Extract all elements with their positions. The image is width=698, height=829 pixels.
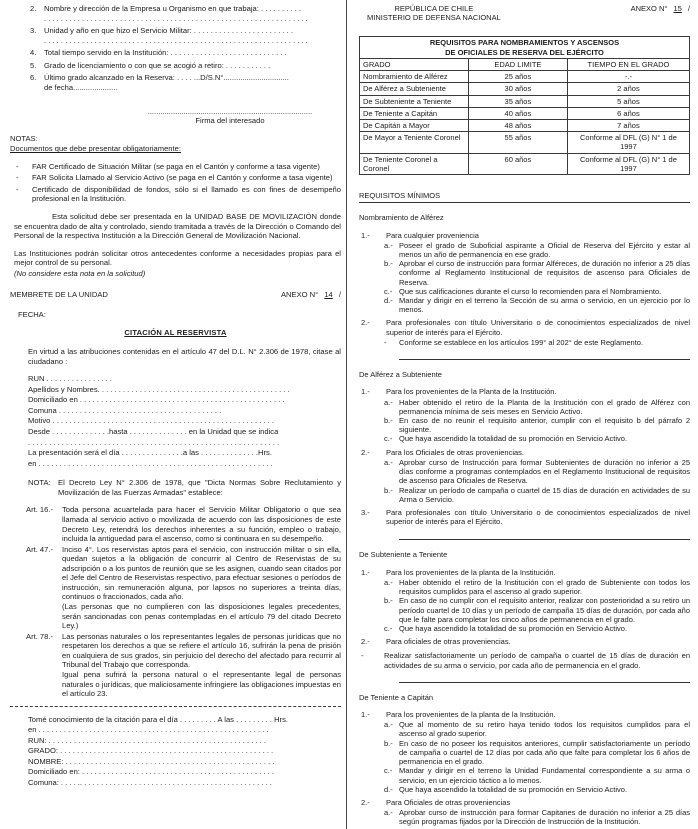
table-title	[360, 37, 690, 58]
table-cell: 2 años	[567, 83, 689, 95]
item-gap	[359, 670, 690, 674]
document-item	[14, 162, 341, 172]
ack-line: Comuna: . . . . .. . . . . . . . . . . . . . . . . . . . . . . . . . . . . . . . . . . . . . . . . . . . . .	[28, 778, 272, 787]
anexo-14-suffix: /	[338, 290, 341, 300]
form-item-line: de fecha.....................	[44, 82, 118, 92]
requirement-item	[359, 508, 690, 526]
requirement-subitem-text: Que haya ascendido la totalidad de su promoción en Servicio Activo.	[399, 784, 628, 794]
requirement-subitem-label: c.-	[384, 766, 393, 776]
citacion-line: Apellidos y Nombres. . . . . . . . . . . . . . . . . . . . . . . . . . . . . . . . . . . . . . . . . . . . . .	[28, 384, 290, 394]
right-header	[359, 4, 690, 22]
form-item-line: Unidad y año en que hizo el Servicio Militar: . . . . . . . . . . . . . . . . . . . . . . . .	[44, 26, 294, 36]
requirement-item-text: Realizar satisfactoriamente un período de campaña o cuartel de 15 días de duración en actividades de su arma o servicio, por cada año de permanencia en el grado.	[384, 651, 690, 670]
item-gap	[359, 527, 690, 531]
anexo-15-label: ANEXO N°	[630, 4, 668, 13]
article-paragraph: Inciso 4°. Los reservistas aptos para el servicio, con instrucción militar o sin ella, quedan sujetos a la obligación de concurrir al Centro de Reservistas de su adscripción o a los puntos de reunión que se les asignen, cuando sean citados por el Jefe del Centro de Reservistas respectivo, para efectuar sesiones o períodos de instrucción, sin remuneración alguna, por lapsos no superiores a treinta días, continuos o fraccionados, cada año.	[62, 544, 341, 602]
anexo-15	[631, 4, 690, 13]
requirement-subitem-text: Haber obtenido el retiro de la Planta de la Institución con el grado de Alférez con permanencia mínima de seis meses en Servicio Activo.	[399, 397, 690, 416]
requirement-subitem	[384, 398, 690, 416]
paragraph-solicitud: Esta solicitud debe ser presentada en la UNIDAD BASE DE MOVILIZACIÓN donde se encuentra dado de alta y controlado, siendo tramitada a través de la Dirección o Comando del Personal de la respectiva Institución a la Dirección General de Movilización Nacional.	[14, 212, 341, 241]
form-item-line: . . . . . . . . . . . . . . . . . . . . . . . . . . . . . . . . . . . . . . . . . . . . . . . . . . . . . . . . . . . . . . .	[44, 35, 308, 45]
requirement-item-label: 3.-	[361, 507, 370, 517]
form-item-number: 2.	[30, 4, 37, 13]
requirement-subitem	[384, 578, 690, 596]
form-item-lines	[44, 4, 341, 23]
requirement-subitem-text: En caso de no poseer los requisitos anteriores, cumplir satisfactoriamente un período de campaña o cuartel de 12 días por cada año que falte para completar los 6 años de permanencia en el grado.	[399, 738, 690, 767]
citacion-line: Domiciliado en . . . . . . . . . . . . . . . . . . . . . . . . . . . . . . . . . . . . . . . . . . . . . . . . .	[28, 395, 285, 405]
requirement-subitem-label: a.-	[384, 720, 393, 730]
requirement-subitem-text: Aprobar curso de Instrucción para formar Subtenientes de duración no inferior a 25 días conforme a programas contemplados en el Reglamento Institucional de requisitos de ascenso para Oficiales de Reserva.	[399, 457, 690, 486]
requirement-item	[359, 387, 690, 396]
form-item-line: Nombre y dirección de la Empresa u Organismo en que trabaja: . . . . . . . . . .	[44, 4, 302, 13]
table-cell: Conforme al DFL (G) N° 1 de 1997	[567, 153, 689, 174]
citacion-line: Comuna . . . . . . . . . . . . . . . . . . . . . . . . . . . . . . . . . . . . . . .	[28, 405, 222, 415]
form-item	[30, 61, 341, 71]
requirement-subitem-text: Mandar y dirigir en el terreno la Sección de su arma o servicio, en un ejercicio por lo menos.	[399, 296, 690, 315]
requirement-item-label: 2.-	[361, 637, 370, 647]
requirement-subitem-label: b.-	[384, 259, 393, 269]
nota-text: El Decreto Ley N° 2.306 de 1978, que "Dicta Normas Sobre Reclutamiento y Movilización de las Fuerzas Armadas" establece:	[58, 478, 341, 497]
requirement-subitem-label: b.-	[384, 416, 393, 425]
requirement-item	[359, 710, 690, 719]
anexo-14	[281, 290, 341, 300]
docs-title: Documentos que debe presentar obligatoriamente:	[10, 144, 181, 154]
table-row	[360, 71, 690, 83]
form-item-number: 6.	[30, 73, 37, 83]
requirement-subitem-text: Que sus calificaciones durante el curso lo recomienden para el Nombramiento.	[399, 286, 662, 296]
form-item-number: 3.	[30, 26, 37, 36]
table-cell: De Capitán a Mayor	[360, 119, 469, 131]
requirement-subitem	[384, 458, 690, 486]
requirement-subitem-label: a.-	[384, 240, 393, 250]
requirement-item-label: 1.-	[361, 230, 370, 240]
requirement-subitem-label: a.-	[384, 808, 393, 818]
table-cell: 7 años	[567, 119, 689, 131]
requirement-item	[361, 651, 690, 669]
requirement-item-label: 1.-	[361, 387, 370, 397]
nota-label: NOTA:	[28, 478, 51, 488]
requirement-subitem	[384, 785, 690, 794]
table-cell: 6 años	[567, 107, 689, 119]
requirement-subitem	[384, 434, 690, 443]
paragraph-instituciones: Las Instituciones podrán solicitar otros antecedentes conforme a necesidades propias para el mejor control de su personal.	[14, 248, 341, 268]
requirement-subitem-text: En caso de no cumplir con el requisito anterior, realizar con posterioridad a su retiro un período cuartel de 10 días y un período de campaña 15 días de duración, por cada año que le falte para completar los cinco años de permanencia en el grado.	[399, 596, 690, 624]
item-gap	[359, 347, 690, 351]
table-cell: 5 años	[567, 95, 689, 107]
requirement-subitem-text: Haber obtenido el retiro de la Institución con el grado de Subteniente con todos los requisitos cumplidos para el ascenso al grado superior.	[399, 577, 690, 597]
requirement-subitem-label: d.-	[384, 296, 393, 306]
republic-header	[367, 4, 501, 22]
citacion-line: en . . . . . . . . . . . . . . . . . . . . . . . . . . . . . . . . . . . . . . . . . . . . . . . . . . . . . . . .	[28, 458, 273, 468]
requirement-item-label: -	[361, 651, 364, 661]
form-item-number: 5.	[30, 60, 37, 70]
table-cell: Conforme al DFL (G) N° 1 de 1997	[567, 132, 689, 153]
table-row	[360, 153, 690, 174]
requirement-subitem-label: c.-	[384, 286, 393, 296]
requisitos-minimos-text: REQUISITOS MÍNIMOS	[359, 191, 441, 201]
article-label: Art. 16.-	[26, 505, 54, 515]
requirement-subitem	[384, 296, 690, 314]
right-column	[347, 0, 698, 829]
citacion-line: Desde . . . . . . . . . . . . . .hasta . . . . . . . . . . . . . . en la Unidad que se indica	[28, 427, 279, 436]
table-cell: De Teniente a Capitán	[360, 107, 469, 119]
ack-line: en . . . . . . . . . . . . . . . . . . . . . . . . . . . . . . . . . . . . . . . . . . . . . . . . . . . . . . .	[28, 725, 269, 735]
table-cell: 40 años	[468, 107, 567, 119]
form-item-lines	[44, 26, 341, 45]
requirement-subitem	[384, 416, 690, 434]
article-paragraph: (Las personas que no cumplieren con las disposiciones legales precedentes, serán sancionadas con penas contempladas en el artículo 79 del citado Decreto Ley.)	[62, 602, 341, 631]
requirement-item	[359, 568, 690, 577]
table-cell: 25 años	[468, 71, 567, 83]
citacion-line: . . . . . . . . . . . . . . . . . . . . . . . . . . . . . . . . . . . . . . . . . . . . . . . . . . . . . . . . . . . .	[28, 437, 280, 447]
form-item	[30, 73, 341, 92]
citacion-line: La presentación será el día . . . . . . . . . . . . . . .a las . . . . . . . . . . . . . .Hrs.	[28, 448, 272, 458]
table-cell: -.-	[567, 71, 689, 83]
article-label: Art. 47.-	[26, 544, 54, 554]
table-cell: 55 años	[468, 132, 567, 153]
table-row	[360, 95, 690, 107]
requirement-subitem-text: Aprobar curso de instrucción para formar Capitanes de duración no inferior a 25 días según programas fijados por la Dirección de Instrucción de la Institución.	[399, 808, 690, 827]
republic-line2: MINISTERIO DE DEFENSA NACIONAL	[367, 13, 501, 23]
requirement-subitem-text: Conforme se establece en los artículos 199° al 202° de este Reglamento.	[399, 337, 644, 347]
table-row	[360, 119, 690, 131]
membrete-label: MEMBRETE DE LA UNIDAD	[10, 290, 108, 300]
article-paragraph: Igual pena sufrirá la persona natural o el representante legal de personas naturales o jurídicas, que maliciosamente infringiere las obligaciones impuestas en el artículo 23.	[62, 669, 341, 699]
fecha-label: FECHA:	[18, 309, 46, 319]
ack-line: NOMBRE: . . . . . . . . . . . . . . . . . . . . . . . . . . . . . . . . . . . . . . . . . . . . . . . . . .	[28, 756, 275, 766]
table-cell: De Subteniente a Teniente	[360, 95, 469, 107]
signature-block	[125, 107, 335, 126]
requirement-subitem-label: b.-	[384, 596, 393, 606]
requirement-item-text: Para cualquier proveniencia	[386, 230, 479, 240]
left-column	[0, 0, 347, 829]
anexo-15-suffix: /	[687, 4, 690, 13]
table-row	[360, 83, 690, 95]
membrete-row	[10, 290, 341, 300]
document-item	[14, 185, 341, 204]
form-item-number: 4.	[30, 48, 37, 58]
requirement-item-text: Para los provenientes de la Planta de la Institución.	[386, 387, 557, 397]
form-item-line: Total tiempo servido en la Institución: . . . . . . . . . . . . . . . . . . . . . . . . . . . .	[44, 48, 287, 58]
requirement-subitem-text: Que al momento de su retiro haya tenido todos los requisitos cumplidos para el ascenso al grado superior.	[399, 720, 690, 739]
table-cell: Nombramiento de Alférez	[360, 71, 469, 83]
table-title-line2: DE OFICIALES DE RESERVA DEL EJÉRCITO	[445, 47, 604, 57]
form-item-lines	[44, 61, 341, 71]
requirement-item-label: 2.-	[361, 798, 370, 807]
requirement-subitem	[384, 766, 690, 784]
ack-line: RUN: . . . . . . . . . . . . . . . . . . . . . . . . . . . . . . . . . . . . . . . . . . . . . . . . . . . .	[28, 735, 266, 745]
requirement-subitem-label: b.-	[384, 485, 393, 495]
requirement-subitem-text: Aprobar el curso de instrucción para formar Alféreces, de duración no inferior a 25 días conforme al Reglamento Institucional de requisitos de ascenso para Oficiales de Reserva.	[399, 259, 690, 287]
requirement-subitem	[384, 259, 690, 287]
table-cell: 30 años	[468, 83, 567, 95]
dash-bullet: -	[16, 184, 19, 194]
requirement-item-label: 1.-	[361, 710, 370, 720]
section-rule	[399, 359, 690, 360]
requirement-item	[359, 637, 690, 646]
citacion-form-lines	[28, 374, 341, 468]
paragraph-note: (No considere esta nota en la solicitud)	[14, 268, 146, 278]
requirement-subitem-text: Que haya ascendido la totalidad de su promoción en Servicio Activo.	[399, 434, 628, 444]
requirement-item-label: 2.-	[361, 447, 370, 457]
article	[26, 545, 341, 631]
form-item-lines	[44, 73, 341, 92]
application-form-items	[10, 4, 341, 93]
required-documents-list	[10, 162, 341, 204]
dashed-separator	[10, 706, 341, 707]
table-cell: De Teniente Coronel a Coronel	[360, 153, 469, 174]
anexo-15-number: 15	[673, 4, 682, 13]
requirement-subitem-text: Poseer el grado de Suboficial aspirante a Oficial de Reserva del Ejército y estar al menos un año de permanencia en ese grado.	[399, 240, 690, 259]
table-cell: De Alférez a Subteniente	[360, 83, 469, 95]
requirement-item	[359, 798, 690, 807]
form-item	[30, 48, 341, 58]
requirement-item	[359, 231, 690, 240]
signature-dots: ..............................................................................	[147, 106, 313, 116]
requirement-subitem-label: c.-	[384, 434, 393, 444]
document-item-text: Certificado de disponibilidad de fondos, sólo si el llamado es con fines de desempeño profesional en la Institución.	[32, 184, 341, 204]
article-paragraph: Toda persona acuartelada para hacer el Servicio Militar Obligatorio o que sea llamada al servicio activo o movilizada de acuerdo con las disposiciones de este Decreto Ley, retendrá los derechos inherentes a su función, empleo o trabajo, incluida la antiguedad para el ascenso, como si continuara en su desempeño.	[62, 505, 341, 544]
requirement-subitem-label: b.-	[384, 738, 393, 748]
article	[26, 632, 341, 699]
requirement-item-text: Para los provenientes de la planta de la Institución.	[386, 567, 556, 577]
document-item-text: FAR Certificado de Situación Militar (se paga en el Cantón y conforme a tasa vigente)	[32, 161, 320, 171]
document-item-text: FAR Solicita Llamado al Servicio Activo (se paga en el Cantón y conforme a tasa vigente)	[32, 173, 333, 183]
requirement-subitem-label: a.-	[384, 577, 393, 587]
requirement-subitem-label: a.-	[384, 397, 393, 407]
signature-label: Firma del interesado	[195, 116, 265, 126]
requirement-item-text: Para profesionales con título Universitario o de conocimientos especializados de nivel superior de interés para el Ejército.	[386, 318, 690, 337]
requirement-subitem	[384, 739, 690, 767]
requirement-subitem-label: -	[384, 337, 387, 347]
table-cell: De Mayor a Teniente Coronel	[360, 132, 469, 153]
dash-bullet: -	[16, 161, 19, 171]
form-item-lines	[44, 48, 341, 58]
requirement-subitem	[384, 808, 690, 826]
document-item	[14, 173, 341, 183]
section-heading: De Alférez a Subteniente	[359, 370, 442, 380]
form-item	[30, 4, 341, 23]
requirement-item	[359, 318, 690, 336]
requirement-item-text: Para Oficiales de otras proveniencias	[386, 798, 511, 807]
form-item-line: Grado de licenciamiento o con que se acogió a retiro: . . . . . . . . . . .	[44, 60, 271, 70]
table-header-row	[360, 58, 690, 70]
anexo-14-number: 14	[324, 290, 333, 300]
requirement-item-text: Para oficiales de otras proveniencias.	[386, 637, 511, 647]
citacion-intro: En virtud a las atribuciones contenidas en el artículo 47 del D.L. N° 2.306 de 1978, citase al ciudadano :	[28, 347, 341, 366]
requirement-subitem	[384, 287, 690, 296]
requirement-subitem-text: En caso de no reunir el requisito anterior, cumplir con el requisito b del párrafo 2 siguiente.	[399, 416, 690, 435]
nota-decreto	[28, 478, 341, 497]
requirement-subitem	[384, 624, 690, 633]
grade-requirements-table	[359, 36, 690, 175]
ack-line: GRADO: . . . . . . . . . . . . . . . . . . . . . . . . . . . . . . . . . . . . . . . . . . . . . . . . . . .	[28, 746, 274, 756]
requirement-subitem	[384, 720, 690, 738]
citacion-title: CITACIÓN AL RESERVISTA	[124, 327, 227, 337]
citacion-line: RUN . . . . . . . . . . . . . . . .	[28, 374, 112, 384]
dash-bullet: -	[16, 173, 19, 183]
table-cell: 60 años	[468, 153, 567, 174]
requirement-sections	[359, 213, 690, 829]
requirement-subitem	[384, 486, 690, 504]
form-item-line: . . . . . . . . . . . . . . . . . . . . . . . . . . . . . . . . . . . . . . . . . . . . . . . . . . . . . . . . . . . . . . .	[44, 13, 308, 23]
requirement-subitem-label: d.-	[384, 784, 393, 794]
table-cell: 35 años	[468, 95, 567, 107]
requirement-item-text: Para profesionales con título Universitario o de conocimientos especializados de nivel superior de interés para el Ejército.	[386, 507, 690, 527]
section-rule	[399, 539, 690, 540]
requirement-subitem-label: a.-	[384, 457, 393, 467]
table-title-line1: REQUISITOS PARA NOMBRAMIENTOS Y ASCENSOS	[429, 38, 620, 48]
col-header-grado: GRADO	[360, 58, 469, 70]
table-cell: 48 años	[468, 119, 567, 131]
requirement-item-label: 1.-	[361, 567, 370, 577]
form-item-line: Último grado alcanzado en la Reserva: . . . . ...D/S.N°...............................	[44, 73, 289, 83]
section-heading: De Subteniente a Teniente	[359, 550, 448, 560]
article	[26, 505, 341, 543]
requirement-item-label: 2.-	[361, 318, 370, 328]
form-item	[30, 26, 341, 45]
law-articles	[10, 505, 341, 698]
acknowledgement-lines	[28, 715, 341, 788]
requirement-item-text: Para los provenientes de la planta de la Institución.	[386, 710, 556, 720]
requirement-subitem-text: Que haya ascendido la totalidad de su promoción en Servicio Activo.	[399, 623, 628, 633]
article-label: Art. 78.-	[26, 631, 54, 641]
col-header-tiempo: TIEMPO EN EL GRADO	[567, 58, 689, 70]
requirement-subitem-text: Realizar un período de campaña o cuartel de 15 días de duración en actividades de su Arma o Servicio.	[399, 485, 690, 504]
citacion-line: Motivo . . . . . . . . . . . . . . . . . . . . . . . . . . . . . . . . . . . . . . . . . . . . . . . . . . . . .	[28, 416, 275, 426]
requirement-subitem	[384, 596, 690, 624]
requirement-subitem	[384, 241, 690, 259]
table-title-row	[360, 37, 690, 58]
col-header-edad: EDAD LIMITE	[468, 58, 567, 70]
notas-title: NOTAS:	[10, 133, 38, 143]
requisitos-minimos-heading	[359, 191, 690, 203]
requirement-item-text: Para los Oficiales de otras proveniencias.	[386, 447, 524, 457]
ack-line: Domiciliado en: . . . . . . . . . . . . . . . . . . . . . . . . . . . . . . . . . . . . . . . . . . . . . .	[28, 767, 275, 777]
requirement-subitem	[384, 338, 690, 347]
requirement-subitem-text: Mandar y dirigir en el terreno la Unidad Fundamental correspondiente a su arma o servicio, en un ejercicio táctico a lo menos.	[399, 766, 690, 785]
section-rule	[399, 682, 690, 683]
ack-line: Tomé conocimiento de la citación para el día . . . . . . . . . A las . . . . . . . . . Hrs.	[28, 714, 288, 724]
requirement-item	[359, 448, 690, 457]
section-heading: De Teniente a Capitán	[359, 692, 434, 702]
table-row	[360, 132, 690, 153]
requirement-subitem-label: c.-	[384, 623, 393, 633]
section-heading: Nombramiento de Alférez	[359, 213, 444, 223]
table-row	[360, 107, 690, 119]
republic-line1: REPÚBLICA DE CHILE	[394, 4, 474, 13]
article-paragraph: Las personas naturales o los representantes legales de personas jurídicas que no respetaren los derechos a que se refiere el artículo 16, sufrirán la pena de prisión en cualquiera de sus grados, sin perjuicio del derecho del afectado para recurrir al Tribunal del Trabajo que corresponda.	[62, 631, 341, 670]
anexo-14-label: ANEXO N°	[280, 290, 319, 300]
